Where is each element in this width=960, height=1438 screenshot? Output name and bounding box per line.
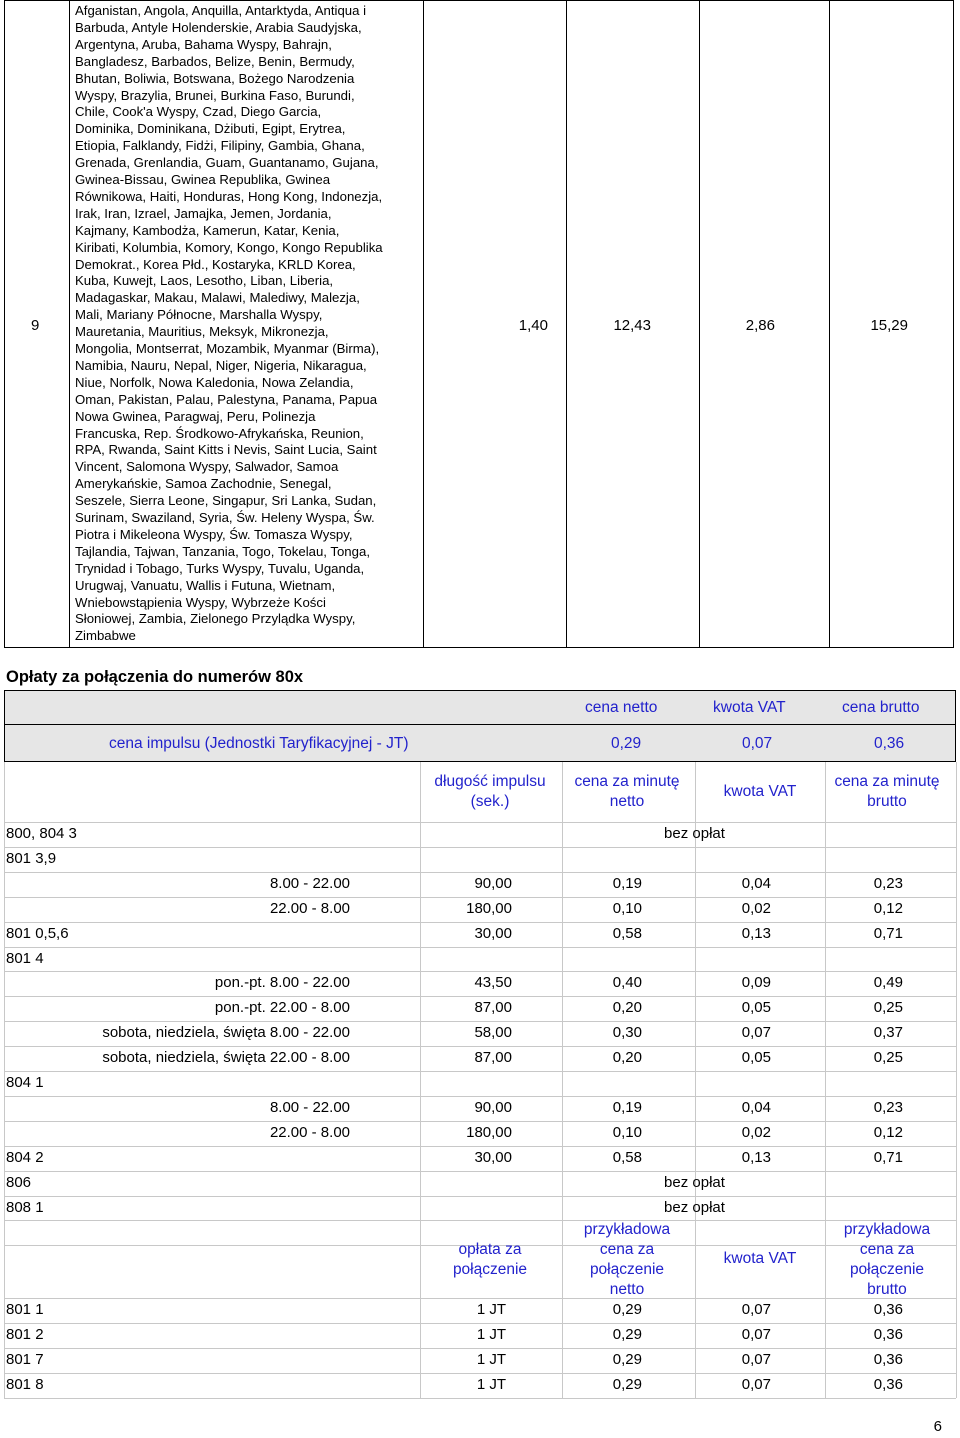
row-code: 801 3,9 — [6, 849, 57, 867]
grid-line — [4, 897, 956, 898]
column-header-line: przykładowa — [843, 1221, 931, 1238]
grid-line — [4, 1121, 956, 1122]
impulse-price-vat: 0,07 — [742, 735, 773, 752]
column-header-line: przykładowa — [583, 1221, 671, 1238]
country-list-line: Tajlandia, Tajwan, Tanzania, Togo, Tokelau, Tonga, — [75, 543, 370, 559]
country-list-line: Demokrat., Korea Płd., Kostaryka, KRLD Korea, — [75, 256, 356, 272]
row-net: 0,20 — [612, 1049, 642, 1067]
column-header-line: netto — [609, 793, 645, 810]
row-connection-fee: 1 JT — [476, 1325, 506, 1343]
grid-line — [4, 1220, 956, 1221]
column-header-line: opłata za — [458, 1241, 522, 1258]
zone-value-cell-2 — [567, 1, 700, 647]
row-code: 801 8 — [6, 1375, 44, 1393]
grid-line — [4, 1021, 956, 1022]
column-header-sample-net — [562, 1220, 692, 1300]
row-gross: 0,71 — [873, 924, 903, 942]
row-gross: 0,25 — [873, 1049, 903, 1067]
impulse-price-gross: 0,36 — [874, 735, 905, 752]
grid-line — [4, 1171, 956, 1172]
country-list-line: Surinam, Swaziland, Syria, Św. Heleny Wyspa, Św. — [75, 510, 375, 525]
row-net: 0,29 — [612, 1325, 642, 1343]
grid-line — [4, 1348, 956, 1349]
page-number: 6 — [933, 1418, 942, 1435]
row-connection-fee: 1 JT — [476, 1301, 506, 1318]
row-code: 801 4 — [6, 949, 44, 967]
country-list-line: Chile, Cook'a Wyspy, Czad, Diego Garcia, — [75, 104, 322, 120]
country-list-line: Zimbabwe — [75, 628, 136, 644]
zone-number-cell — [5, 1, 70, 647]
row-net: 0,58 — [612, 924, 642, 942]
row-period: sobota, niedziela, święta 22.00 - 8.00 — [102, 1049, 350, 1067]
country-list-line: Trynidad i Tobago, Turks Wyspy, Tuvalu, Uganda, — [75, 560, 365, 576]
grid-line — [4, 1071, 956, 1072]
row-impulse: 90,00 — [474, 1098, 512, 1116]
row-net: 0,29 — [612, 1301, 642, 1318]
column-header-line: cena za — [599, 1241, 655, 1258]
zone-countries-cell — [70, 1, 424, 647]
row-code: 806 — [6, 1173, 32, 1191]
country-list-line: Bangladesz, Barbados, Belize, Benin, Bermudy, — [75, 53, 355, 69]
row-gross: 0,71 — [873, 1148, 903, 1166]
row-gross: 0,36 — [873, 1301, 903, 1318]
free-of-charge-label: bez opłat — [664, 825, 725, 842]
row-net: 0,29 — [612, 1375, 642, 1393]
row-code: 801 7 — [6, 1350, 44, 1368]
country-list-line: Etiopia, Falklandy, Fidżi, Filipiny, Gambia, Ghana, — [75, 138, 365, 154]
row-gross: 0,23 — [873, 874, 903, 892]
row-vat: 0,07 — [741, 1024, 771, 1042]
row-period: 22.00 - 8.00 — [269, 899, 350, 917]
country-list-line: Wniebowstąpienia Wyspy, Wybrzeże Kości — [75, 594, 326, 610]
column-header-line: długość impulsu — [434, 773, 546, 790]
section-title: Opłaty za połączenia do numerów 80x — [6, 668, 304, 686]
row-net: 0,40 — [612, 974, 642, 992]
row-code: 804 2 — [6, 1148, 44, 1166]
row-impulse: 90,00 — [474, 874, 512, 892]
country-list-line: Równikowa, Haiti, Honduras, Hong Kong, Indonezja, — [75, 188, 383, 204]
row-impulse: 87,00 — [474, 999, 512, 1017]
column-header-vat-2 — [695, 1249, 825, 1269]
row-vat: 0,13 — [741, 924, 771, 942]
row-net: 0,19 — [612, 1098, 642, 1116]
row-connection-fee: 1 JT — [476, 1375, 506, 1393]
country-list-line: Irak, Iran, Izrael, Jamajka, Jemen, Jordania, — [75, 205, 332, 221]
column-header-line: kwota VAT — [723, 1250, 797, 1267]
country-list-line: Kiribati, Kolumbia, Komory, Kongo, Kongo Republika — [75, 239, 383, 255]
row-connection-fee: 1 JT — [476, 1350, 506, 1368]
country-list-line: Grenada, Grenlandia, Guam, Guantanamo, Gujana, — [75, 155, 379, 171]
row-net: 0,19 — [612, 874, 642, 892]
column-header-sample-gross — [822, 1220, 952, 1300]
column-header-line: połączenie — [589, 1261, 665, 1278]
grid-line — [4, 1323, 956, 1324]
grid-line — [4, 1146, 956, 1147]
row-vat: 0,07 — [741, 1350, 771, 1368]
grid-line — [4, 1398, 956, 1399]
country-list-line: Mali, Mariany Północne, Marshalla Wyspy, — [75, 307, 323, 323]
free-of-charge-label: bez opłat — [664, 1173, 725, 1191]
zone-9-row — [4, 0, 954, 648]
impulse-price-label: cena impulsu (Jednostki Taryfikacyjnej - JT) — [109, 735, 409, 752]
header-net: cena netto — [585, 699, 658, 716]
country-list-line: Francuska, Rep. Środkowo-Afrykańska, Reunion, — [75, 425, 364, 441]
grid-line — [4, 1373, 956, 1374]
grid-line — [4, 996, 956, 997]
country-list-line: Urugwaj, Vanuatu, Wallis i Futuna, Wietnam, — [75, 577, 336, 593]
row-gross: 0,12 — [873, 899, 903, 917]
row-vat: 0,07 — [741, 1301, 771, 1318]
country-list-line: Bhutan, Boliwia, Botswana, Bożego Narodzenia — [75, 70, 355, 86]
row-impulse: 87,00 — [474, 1049, 512, 1067]
row-code: 808 1 — [6, 1198, 44, 1216]
row-period: 8.00 - 22.00 — [269, 874, 350, 892]
country-list-line: Kajmany, Kambodża, Kamerun, Katar, Kenia, — [75, 222, 340, 238]
grid-line — [4, 847, 956, 848]
column-header-impulse — [420, 772, 560, 812]
zone-value-cell-3 — [700, 1, 830, 647]
row-impulse: 58,00 — [474, 1024, 512, 1042]
grid-line — [420, 762, 421, 1398]
grid-line — [4, 872, 956, 873]
column-header-line: cena za — [859, 1241, 915, 1258]
country-list-line: Mongolia, Montserrat, Mozambik, Myanmar (Birma), — [75, 341, 380, 356]
country-list-line: Barbuda, Antyle Holenderskie, Arabia Saudyjska, — [75, 19, 362, 35]
row-gross: 0,37 — [873, 1024, 903, 1042]
grid-line — [4, 1196, 956, 1197]
row-code: 801 0,5,6 — [6, 924, 69, 942]
row-gross: 0,23 — [873, 1098, 903, 1116]
country-list-line: RPA, Rwanda, Saint Kitts i Nevis, Saint Lucia, Saint — [75, 442, 377, 458]
row-gross: 0,25 — [873, 999, 903, 1017]
country-list-line: Kuba, Kuwejt, Laos, Lesotho, Liban, Liberia, — [75, 273, 334, 289]
column-header-line: cena za minutę — [834, 773, 940, 790]
zone-value: 15,29 — [870, 317, 908, 334]
impulse-price-bar — [4, 724, 956, 762]
row-gross: 0,36 — [873, 1350, 903, 1368]
row-gross: 0,36 — [873, 1325, 903, 1343]
column-header-line: netto — [609, 1281, 645, 1298]
country-list-line: Dominika, Dominikana, Dżibuti, Egipt, Erytrea, — [75, 121, 346, 137]
row-period: 22.00 - 8.00 — [269, 1123, 350, 1141]
header-vat: kwota VAT — [713, 699, 786, 716]
country-list-line: Oman, Pakistan, Palau, Palestyna, Panama, Papua — [75, 391, 378, 407]
row-vat: 0,05 — [741, 999, 771, 1017]
column-header-line: kwota VAT — [723, 783, 797, 800]
row-code: 800, 804 3 — [6, 825, 77, 842]
country-list-line: Namibia, Nauru, Nepal, Niger, Nigeria, Nikaragua, — [75, 357, 367, 373]
zone-value: 1,40 — [518, 317, 548, 334]
row-net: 0,29 — [612, 1350, 642, 1368]
price-header-bar — [4, 690, 956, 724]
country-list-line: Vincent, Salomona Wyspy, Salwador, Samoa — [75, 459, 339, 475]
row-vat: 0,04 — [741, 874, 771, 892]
row-vat: 0,09 — [741, 974, 771, 992]
grid-line — [4, 822, 956, 823]
grid-line — [4, 1046, 956, 1047]
grid-line — [4, 922, 956, 923]
row-impulse: 180,00 — [466, 899, 512, 917]
grid-line — [4, 947, 956, 948]
column-header-vat — [695, 782, 825, 802]
row-net: 0,20 — [612, 999, 642, 1017]
row-impulse: 30,00 — [474, 1148, 512, 1166]
impulse-price-net: 0,29 — [611, 735, 642, 752]
row-code: 801 2 — [6, 1325, 44, 1343]
row-vat: 0,07 — [741, 1375, 771, 1393]
column-header-line: brutto — [867, 1281, 907, 1298]
zone-value-cell-1 — [424, 1, 567, 647]
zone-value: 2,86 — [745, 317, 775, 334]
row-impulse: 30,00 — [474, 924, 512, 942]
country-list-line: Niue, Norfolk, Nowa Kaledonia, Nowa Zelandia, — [75, 374, 354, 390]
country-list-line: Gwinea-Bissau, Gwinea Republika, Gwinea — [75, 172, 331, 187]
country-list-line: Wyspy, Brazylia, Brunei, Burkina Faso, Burundi, — [75, 87, 355, 103]
row-vat: 0,02 — [741, 899, 771, 917]
country-list-line: Nowa Gwinea, Paragwaj, Peru, Polinezja — [75, 408, 316, 424]
column-header-line: brutto — [867, 793, 907, 810]
row-period: pon.-pt. 8.00 - 22.00 — [214, 974, 350, 992]
free-of-charge-label: bez opłat — [664, 1198, 725, 1216]
country-list-line: Seszele, Sierra Leone, Singapur, Sri Lanka, Sudan, — [75, 493, 377, 509]
grid-line — [695, 762, 696, 1398]
row-net: 0,10 — [612, 899, 642, 917]
row-period: sobota, niedziela, święta 8.00 - 22.00 — [102, 1024, 350, 1042]
row-code: 804 1 — [6, 1074, 44, 1091]
country-list-line: Madagaskar, Makau, Malawi, Malediwy, Malezja, — [75, 290, 360, 306]
column-header-net-per-minute — [562, 772, 692, 812]
row-period: pon.-pt. 22.00 - 8.00 — [214, 999, 350, 1017]
row-gross: 0,49 — [873, 974, 903, 992]
header-gross: cena brutto — [842, 699, 920, 716]
column-header-gross-per-minute — [822, 772, 952, 812]
grid-line — [825, 762, 826, 1398]
column-header-line: (sek.) — [470, 793, 510, 810]
grid-line — [562, 762, 563, 1398]
country-list-line: Mauretania, Mauritius, Meksyk, Mikronezja, — [75, 324, 329, 340]
row-period: 8.00 - 22.00 — [269, 1098, 350, 1116]
zone-value-cell-4 — [830, 1, 954, 647]
row-vat: 0,04 — [741, 1098, 771, 1116]
row-net: 0,10 — [612, 1123, 642, 1141]
grid-line — [4, 1096, 956, 1097]
zone-value: 12,43 — [613, 317, 651, 334]
row-vat: 0,02 — [741, 1123, 771, 1141]
row-impulse: 43,50 — [474, 974, 512, 992]
column-header-connection-fee — [420, 1240, 560, 1280]
row-impulse: 180,00 — [466, 1123, 512, 1141]
row-gross: 0,36 — [873, 1375, 903, 1393]
grid-line — [956, 762, 957, 1398]
zone-number: 9 — [31, 317, 40, 334]
row-gross: 0,12 — [873, 1123, 903, 1141]
country-list-line: Słoniowej, Zambia, Zielonego Przylądka Wyspy, — [75, 611, 356, 627]
row-net: 0,30 — [612, 1024, 642, 1042]
row-vat: 0,07 — [741, 1325, 771, 1343]
country-list-line: Amerykańskie, Samoa Zachodnie, Senegal, — [75, 476, 332, 492]
country-list-line: Afganistan, Angola, Anquilla, Antarktyda, Antiqua i — [75, 3, 367, 18]
country-list-line: Argentyna, Aruba, Bahama Wyspy, Bahrajn, — [75, 36, 332, 52]
grid-line — [4, 1298, 956, 1299]
column-header-line: połączenie — [849, 1261, 925, 1278]
column-header-line: połączenie — [452, 1261, 528, 1278]
column-header-line: cena za minutę — [574, 773, 680, 790]
grid-line — [4, 762, 5, 1398]
row-vat: 0,05 — [741, 1049, 771, 1067]
row-vat: 0,13 — [741, 1148, 771, 1166]
row-net: 0,58 — [612, 1148, 642, 1166]
country-list-line: Piotra i Mikeleona Wyspy, Św. Tomasza Wyspy, — [75, 526, 353, 542]
row-code: 801 1 — [6, 1301, 44, 1318]
grid-line — [4, 971, 956, 972]
